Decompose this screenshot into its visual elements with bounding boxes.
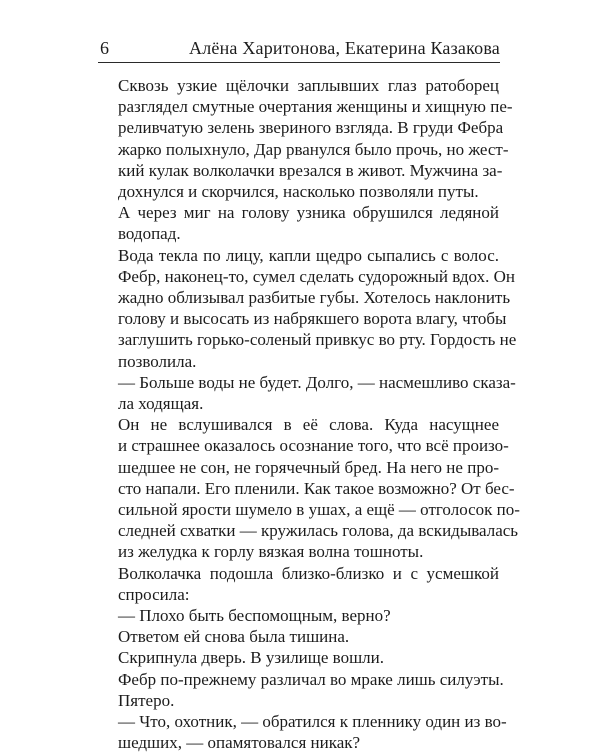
text-line: разглядел смутные очертания женщины и хищную пе- (118, 97, 513, 117)
text-line: Скрипнула дверь. В узилище вошли. (118, 648, 384, 668)
text-line: спросила: (118, 584, 190, 604)
text-line: сто напали. Его пленили. Как такое возможно? От бес- (118, 478, 515, 498)
text-line: Ответом ей снова была тишина. (118, 627, 350, 647)
text-line: Вода текла по лицу, капли щедро сыпались с волос. (118, 245, 499, 265)
text-line: — Что, охотник, — обратился к пленнику один из во- (118, 712, 507, 732)
text-line: Фебр по-прежнему различал во мраке лишь силуэты. (118, 669, 504, 689)
text-line: ла ходящая. (118, 394, 204, 414)
body-text (98, 75, 520, 754)
paragraph (98, 563, 499, 605)
text-line: голову и высосать из набрякшего ворота влагу, чтобы (118, 309, 507, 329)
paragraph (98, 626, 499, 647)
text-line: Фебр, наконец-то, сумел сделать судорожный вдох. Он (118, 266, 515, 286)
text-line: дохнулся и скорчился, насколько позволяли путы. (118, 182, 479, 202)
paragraph (98, 669, 504, 711)
text-line: жадно облизывал разбитые губы. Хотелось наклонить (118, 288, 511, 308)
text-line: следней схватки — кружилась голова, да вскидывалась (118, 521, 519, 541)
paragraph (98, 372, 516, 414)
page-header (98, 36, 500, 63)
text-line: из желудка к горлу вязкая волна тошноты. (118, 542, 424, 562)
page-number: 6 (100, 38, 109, 58)
paragraph (98, 75, 513, 202)
paragraph (98, 245, 517, 372)
text-line: — Больше воды не будет. Долго, — насмешливо сказа- (118, 372, 516, 392)
paragraph (98, 202, 499, 244)
text-line: — Плохо быть беспомощным, верно? (118, 606, 391, 626)
text-line: заглушить горько-соленый привкус во рту. Гордость не (118, 330, 517, 350)
paragraph (98, 647, 499, 668)
text-line: позволила. (118, 351, 197, 371)
text-line: А через миг на голову узника обрушился ледяной (118, 203, 499, 223)
text-line: реливчатую зелень звериного взгляда. В груди Фебра (118, 118, 504, 138)
text-line: Сквозь узкие щёлочки заплывших глаз ратоборец (118, 76, 499, 95)
text-line: и страшнее оказалось осознание того, что всё произо- (118, 436, 509, 456)
text-line: Пятеро. (118, 690, 175, 710)
text-line: кий кулак волколачки врезался в живот. Мужчина за- (118, 160, 503, 180)
text-line: Волколачка подошла близко-близко и с усмешкой (118, 563, 499, 583)
text-line: сильной ярости шумело в ушах, а ещё — отголосок по- (118, 500, 520, 520)
paragraph (98, 414, 520, 562)
text-line: шедшее не сон, не горячечный бред. На него не про- (118, 457, 499, 477)
text-line: водопад. (118, 224, 181, 244)
text-line: Он не вслушивался в её слова. Куда насущнее (118, 415, 499, 435)
paragraph (98, 711, 507, 753)
text-line: шедших, — опамятовался никак? (118, 733, 361, 753)
running-head: Алёна Харитонова, Екатерина Казакова (189, 38, 500, 58)
paragraph (98, 605, 499, 626)
text-line: жарко полыхнуло, Дар рванулся было прочь, но жест- (118, 139, 509, 159)
